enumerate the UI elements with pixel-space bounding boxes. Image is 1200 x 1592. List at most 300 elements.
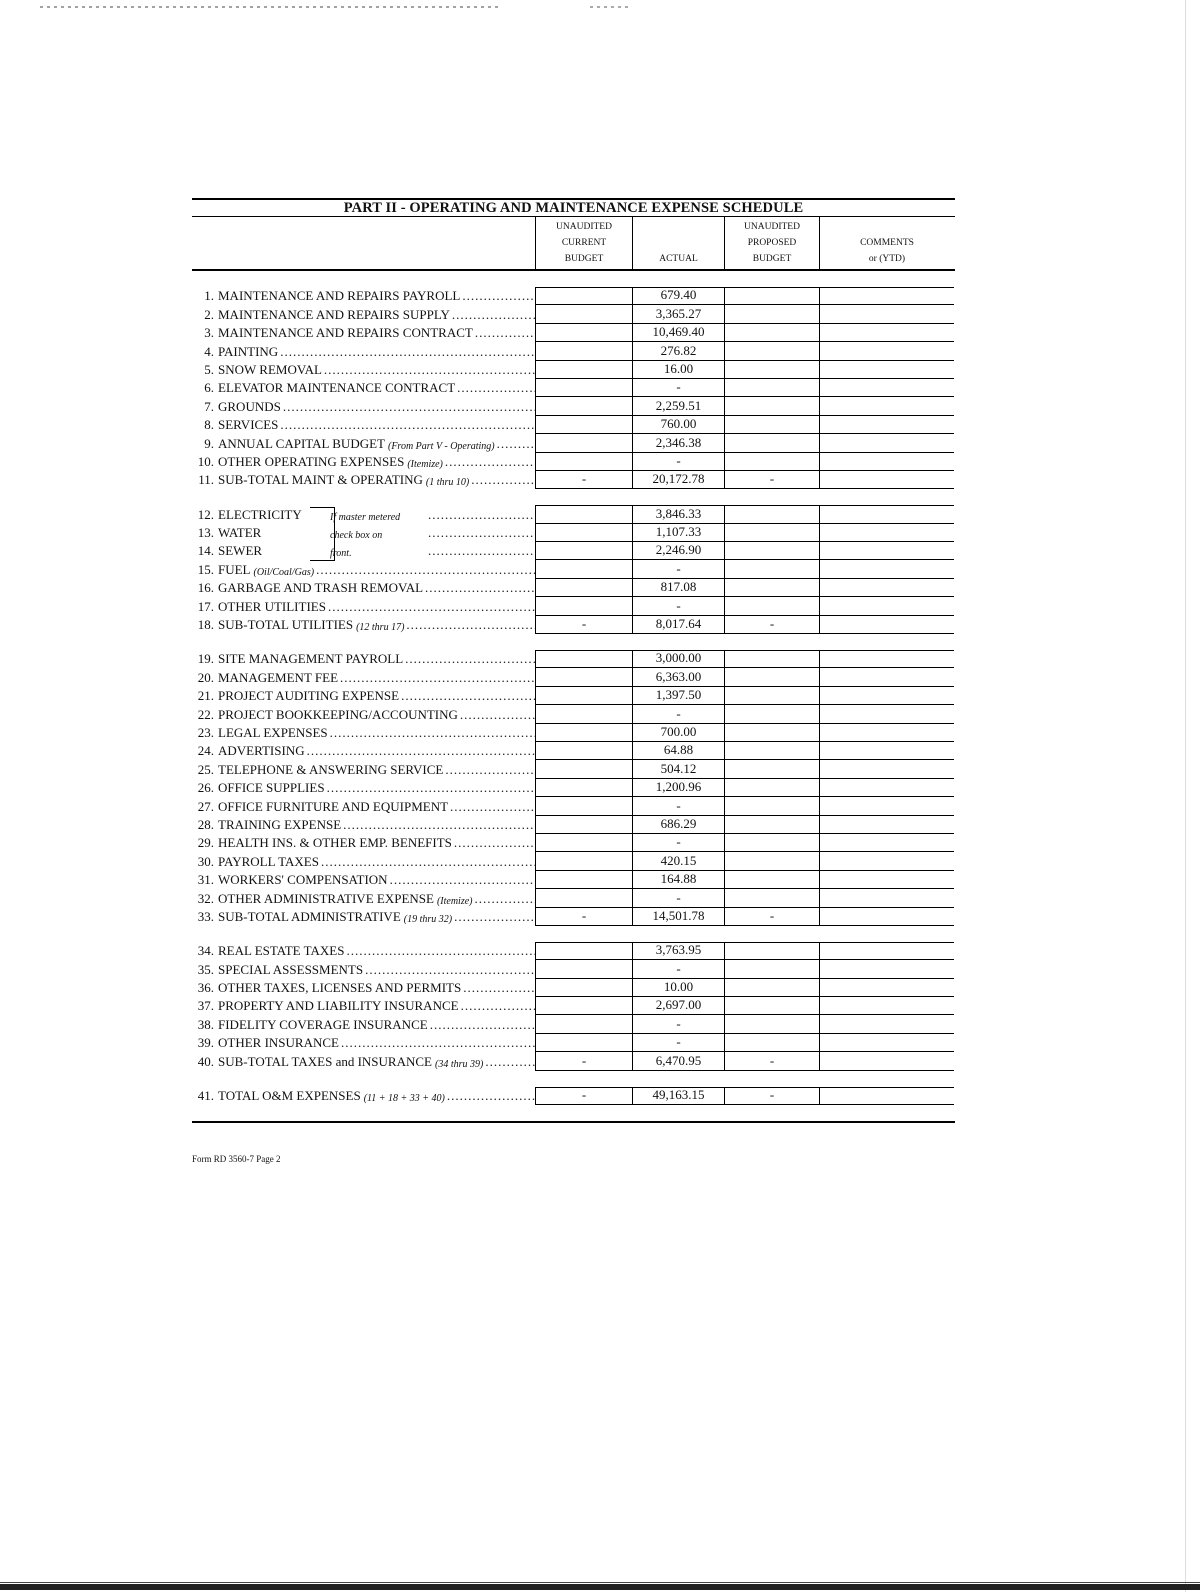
actual-cell[interactable]: 1,107.33 [633, 524, 725, 542]
proposed-budget-cell[interactable] [725, 960, 820, 978]
proposed-budget-cell[interactable]: - [725, 908, 820, 926]
actual-cell[interactable]: 3,365.27 [633, 305, 725, 323]
actual-cell[interactable]: 686.29 [633, 816, 725, 834]
proposed-budget-cell[interactable] [725, 979, 820, 997]
expense-line-row [192, 597, 955, 615]
proposed-budget-cell[interactable] [725, 379, 820, 397]
comments-cell[interactable] [820, 797, 954, 815]
proposed-budget-cell[interactable]: - [725, 1052, 820, 1070]
current-budget-cell[interactable]: - [535, 908, 633, 926]
current-budget-cell[interactable] [535, 305, 633, 323]
comments-cell[interactable] [820, 342, 954, 360]
current-budget-cell[interactable] [535, 579, 633, 597]
comments-cell[interactable] [820, 889, 954, 907]
line-label [192, 305, 535, 323]
expense-line-row [192, 650, 955, 668]
actual-cell[interactable]: 420.15 [633, 852, 725, 870]
comments-cell[interactable] [820, 742, 954, 760]
actual-cell[interactable]: - [633, 705, 725, 723]
line-description: GARBAGE AND TRASH REMOVAL [218, 580, 424, 596]
line-number: 5. [204, 361, 214, 377]
comments-cell[interactable] [820, 1034, 954, 1052]
expense-line-row [192, 471, 955, 489]
current-budget-cell[interactable] [535, 453, 633, 471]
proposed-budget-cell[interactable] [725, 560, 820, 578]
line-label [192, 852, 535, 870]
leader-dots [340, 670, 535, 686]
expense-line-row [192, 1087, 955, 1105]
utility-meter-note: front. [330, 548, 352, 560]
actual-cell[interactable]: 679.40 [633, 287, 725, 305]
leader-dots [475, 891, 536, 907]
current-budget-cell[interactable] [535, 287, 633, 305]
leader-dots [330, 725, 535, 741]
proposed-budget-cell[interactable] [725, 852, 820, 870]
header-text: ACTUAL [659, 254, 698, 264]
proposed-budget-cell[interactable] [725, 834, 820, 852]
line-number: 36. [197, 980, 214, 996]
expense-line-row [192, 834, 955, 852]
current-budget-cell[interactable] [535, 705, 633, 723]
comments-cell[interactable] [820, 597, 954, 615]
current-budget-cell[interactable] [535, 687, 633, 705]
expense-line-row [192, 979, 955, 997]
line-number: 9. [204, 435, 214, 451]
proposed-budget-cell[interactable] [725, 397, 820, 415]
proposed-budget-cell[interactable] [725, 416, 820, 434]
comments-cell[interactable] [820, 361, 954, 379]
section-spacer [192, 489, 955, 505]
comments-cell[interactable] [820, 579, 954, 597]
current-budget-cell[interactable] [535, 871, 633, 889]
current-budget-cell[interactable] [535, 379, 633, 397]
current-budget-cell[interactable] [535, 979, 633, 997]
leader-dots [406, 617, 535, 633]
comments-cell[interactable] [820, 397, 954, 415]
actual-cell[interactable]: 6,470.95 [633, 1052, 725, 1070]
leader-dots [463, 980, 535, 996]
actual-cell[interactable]: 276.82 [633, 342, 725, 360]
leader-dots [321, 854, 535, 870]
current-budget-cell[interactable]: - [535, 1052, 633, 1070]
line-number: 30. [197, 853, 214, 869]
leader-dots [497, 436, 535, 452]
proposed-budget-cell[interactable] [725, 797, 820, 815]
header-actual [633, 217, 725, 269]
leader-dots [452, 307, 535, 323]
line-description: MAINTENANCE AND REPAIRS CONTRACT [218, 325, 473, 341]
current-budget-cell[interactable] [535, 724, 633, 742]
actual-cell[interactable]: 817.08 [633, 579, 725, 597]
leader-dots [461, 998, 535, 1014]
current-budget-cell[interactable] [535, 397, 633, 415]
comments-cell[interactable] [820, 997, 954, 1015]
current-budget-cell[interactable] [535, 434, 633, 452]
current-budget-cell[interactable] [535, 1015, 633, 1033]
actual-cell[interactable]: 3,000.00 [633, 650, 725, 668]
line-note: (From Part V - Operating) [387, 440, 495, 452]
line-description: ADVERTISING [218, 743, 305, 759]
section-spacer [192, 1071, 955, 1087]
proposed-budget-cell[interactable] [725, 668, 820, 686]
expense-line-row [192, 305, 955, 323]
header-label-area [192, 217, 535, 269]
line-description: OTHER INSURANCE [218, 1035, 339, 1051]
leader-dots [454, 909, 535, 925]
comments-cell[interactable] [820, 760, 954, 778]
proposed-budget-cell[interactable] [725, 816, 820, 834]
expense-line-row [192, 1052, 955, 1070]
line-description: SERVICES [218, 417, 279, 433]
actual-cell[interactable]: 760.00 [633, 416, 725, 434]
leader-dots [430, 1017, 535, 1033]
line-note: (19 thru 32) [403, 913, 453, 925]
current-budget-cell[interactable] [535, 542, 633, 560]
line-number: 4. [204, 343, 214, 359]
actual-cell[interactable]: 2,346.38 [633, 434, 725, 452]
line-label [192, 597, 535, 615]
leader-dots [428, 543, 535, 559]
expense-line-row [192, 579, 955, 597]
comments-cell[interactable] [820, 834, 954, 852]
current-budget-cell[interactable] [535, 650, 633, 668]
header-text: COMMENTS [860, 238, 914, 248]
line-label [192, 287, 535, 305]
proposed-budget-cell[interactable] [725, 889, 820, 907]
comments-cell[interactable] [820, 287, 954, 305]
current-budget-cell[interactable] [535, 779, 633, 797]
expense-line-row [192, 379, 955, 397]
current-budget-cell[interactable] [535, 852, 633, 870]
current-budget-cell[interactable] [535, 889, 633, 907]
proposed-budget-cell[interactable] [725, 305, 820, 323]
line-label [192, 908, 535, 926]
line-note: (Itemize) [436, 895, 473, 907]
actual-cell[interactable]: 3,846.33 [633, 505, 725, 523]
comments-cell[interactable] [820, 779, 954, 797]
proposed-budget-cell[interactable]: - [725, 616, 820, 634]
line-number: 23. [197, 724, 214, 740]
comments-cell[interactable] [820, 705, 954, 723]
current-budget-cell[interactable] [535, 997, 633, 1015]
comments-cell[interactable] [820, 1052, 954, 1070]
utility-bracket [310, 507, 335, 561]
proposed-budget-cell[interactable] [725, 942, 820, 960]
proposed-budget-cell[interactable] [725, 324, 820, 342]
comments-cell[interactable] [820, 687, 954, 705]
leader-dots [485, 1054, 535, 1070]
current-budget-cell[interactable] [535, 942, 633, 960]
current-budget-cell[interactable] [535, 668, 633, 686]
comments-cell[interactable] [820, 471, 954, 489]
current-budget-cell[interactable] [535, 560, 633, 578]
line-number: 32. [197, 890, 214, 906]
line-label [192, 650, 535, 668]
proposed-budget-cell[interactable] [725, 724, 820, 742]
comments-cell[interactable] [820, 379, 954, 397]
expense-schedule-form [192, 198, 955, 1123]
line-number: 28. [197, 816, 214, 832]
expense-line-row [192, 908, 955, 926]
proposed-budget-cell[interactable] [725, 1034, 820, 1052]
expense-line-row [192, 852, 955, 870]
current-budget-cell[interactable] [535, 361, 633, 379]
line-label [192, 542, 535, 560]
line-number: 40. [197, 1053, 214, 1069]
expense-line-row [192, 361, 955, 379]
comments-cell[interactable] [820, 524, 954, 542]
line-label [192, 871, 535, 889]
line-number: 17. [197, 598, 214, 614]
expense-line-row [192, 542, 955, 560]
actual-cell[interactable]: 700.00 [633, 724, 725, 742]
expense-line-row [192, 705, 955, 723]
current-budget-cell[interactable]: - [535, 471, 633, 489]
actual-cell[interactable]: - [633, 560, 725, 578]
comments-cell[interactable] [820, 960, 954, 978]
leader-dots [328, 599, 535, 615]
actual-cell[interactable]: - [633, 453, 725, 471]
expense-line-row [192, 616, 955, 634]
line-label [192, 1015, 535, 1033]
comments-cell[interactable] [820, 979, 954, 997]
current-budget-cell[interactable]: - [535, 616, 633, 634]
line-description: GROUNDS [218, 398, 281, 414]
actual-cell[interactable]: - [633, 597, 725, 615]
line-number: 31. [197, 872, 214, 888]
comments-cell[interactable] [820, 668, 954, 686]
expense-line-row [192, 324, 955, 342]
line-description: ELEVATOR MAINTENANCE CONTRACT [218, 380, 456, 396]
actual-cell[interactable]: 164.88 [633, 871, 725, 889]
current-budget-cell[interactable] [535, 797, 633, 815]
actual-cell[interactable]: 14,501.78 [633, 908, 725, 926]
line-number: 10. [197, 453, 214, 469]
line-number: 15. [197, 561, 214, 577]
form-title: PART II - OPERATING AND MAINTENANCE EXPENSE SCHEDULE [192, 200, 955, 217]
actual-cell[interactable]: 2,697.00 [633, 997, 725, 1015]
comments-cell[interactable] [820, 816, 954, 834]
line-description: TELEPHONE & ANSWERING SERVICE [218, 761, 444, 777]
proposed-budget-cell[interactable] [725, 342, 820, 360]
proposed-budget-cell[interactable] [725, 361, 820, 379]
line-number: 7. [204, 398, 214, 414]
actual-cell[interactable]: 6,363.00 [633, 668, 725, 686]
line-number: 26. [197, 780, 214, 796]
expense-section [192, 505, 955, 634]
column-header-row [192, 217, 955, 271]
leader-dots [365, 962, 535, 978]
line-label [192, 797, 535, 815]
current-budget-cell[interactable] [535, 834, 633, 852]
section-spacer [192, 926, 955, 942]
leader-dots [280, 344, 535, 360]
proposed-budget-cell[interactable] [725, 871, 820, 889]
current-budget-cell[interactable] [535, 342, 633, 360]
expense-line-row [192, 505, 955, 523]
proposed-budget-cell[interactable] [725, 650, 820, 668]
line-label [192, 760, 535, 778]
comments-cell[interactable] [820, 942, 954, 960]
current-budget-cell[interactable] [535, 324, 633, 342]
expense-line-row [192, 1034, 955, 1052]
comments-cell[interactable] [820, 1087, 954, 1105]
proposed-budget-cell[interactable] [725, 1015, 820, 1033]
comments-cell[interactable] [820, 852, 954, 870]
actual-cell[interactable]: - [633, 379, 725, 397]
expense-line-row [192, 797, 955, 815]
header-current-budget [535, 217, 633, 269]
leader-dots [428, 507, 535, 523]
leader-dots [401, 688, 535, 704]
line-label [192, 560, 535, 578]
current-budget-cell[interactable] [535, 597, 633, 615]
line-label [192, 1034, 535, 1052]
line-description: PROJECT AUDITING EXPENSE [218, 688, 400, 704]
comments-cell[interactable] [820, 908, 954, 926]
actual-cell[interactable]: - [633, 1015, 725, 1033]
line-note: (Itemize) [407, 458, 443, 470]
actual-cell[interactable]: - [633, 889, 725, 907]
comments-cell[interactable] [820, 1015, 954, 1033]
current-budget-cell[interactable] [535, 816, 633, 834]
actual-cell[interactable]: 10,469.40 [633, 324, 725, 342]
line-label [192, 616, 535, 634]
proposed-budget-cell[interactable] [725, 779, 820, 797]
proposed-budget-cell[interactable] [725, 542, 820, 560]
actual-cell[interactable]: 64.88 [633, 742, 725, 760]
expense-line-row [192, 871, 955, 889]
current-budget-cell[interactable] [535, 760, 633, 778]
line-label [192, 361, 535, 379]
actual-cell[interactable]: 504.12 [633, 760, 725, 778]
line-description: SUB-TOTAL TAXES and INSURANCE [218, 1053, 432, 1069]
line-number: 16. [197, 580, 214, 596]
proposed-budget-cell[interactable] [725, 687, 820, 705]
proposed-budget-cell[interactable] [725, 505, 820, 523]
comments-cell[interactable] [820, 416, 954, 434]
line-label [192, 505, 535, 523]
leader-dots [343, 817, 535, 833]
line-description: OTHER ADMINISTRATIVE EXPENSE [218, 890, 434, 906]
header-text: UNAUDITED [744, 222, 800, 232]
line-number: 18. [197, 617, 214, 633]
expense-line-row [192, 760, 955, 778]
comments-cell[interactable] [820, 724, 954, 742]
utility-meter-note: If master metered [330, 511, 401, 523]
expense-section [192, 942, 955, 1071]
proposed-budget-cell[interactable] [725, 997, 820, 1015]
comments-cell[interactable] [820, 542, 954, 560]
actual-cell[interactable]: 2,246.90 [633, 542, 725, 560]
comments-cell[interactable] [820, 650, 954, 668]
expense-line-row [192, 342, 955, 360]
comments-cell[interactable] [820, 453, 954, 471]
comments-cell[interactable] [820, 616, 954, 634]
comments-cell[interactable] [820, 871, 954, 889]
line-label [192, 779, 535, 797]
expense-line-row [192, 889, 955, 907]
actual-cell[interactable]: 10.00 [633, 979, 725, 997]
line-description: TOTAL O&M EXPENSES [218, 1088, 361, 1104]
leader-dots [454, 835, 535, 851]
proposed-budget-cell[interactable] [725, 597, 820, 615]
actual-cell[interactable]: 2,259.51 [633, 397, 725, 415]
actual-cell[interactable]: 3,763.95 [633, 942, 725, 960]
comments-cell[interactable] [820, 324, 954, 342]
proposed-budget-cell[interactable] [725, 453, 820, 471]
leader-dots [327, 780, 535, 796]
comments-cell[interactable] [820, 560, 954, 578]
expense-line-row [192, 560, 955, 578]
actual-cell[interactable]: - [633, 1034, 725, 1052]
line-label [192, 742, 535, 760]
line-label [192, 960, 535, 978]
proposed-budget-cell[interactable]: - [725, 471, 820, 489]
current-budget-cell[interactable] [535, 524, 633, 542]
proposed-budget-cell[interactable] [725, 287, 820, 305]
line-description: SITE MANAGEMENT PAYROLL [218, 651, 404, 667]
line-label [192, 379, 535, 397]
line-number: 21. [197, 688, 214, 704]
line-number: 27. [197, 798, 214, 814]
line-note: (1 thru 10) [425, 477, 470, 489]
current-budget-cell[interactable] [535, 1034, 633, 1052]
current-budget-cell[interactable] [535, 742, 633, 760]
expense-line-row [192, 724, 955, 742]
current-budget-cell[interactable] [535, 416, 633, 434]
expense-line-row [192, 434, 955, 452]
current-budget-cell[interactable] [535, 960, 633, 978]
line-description: MANAGEMENT FEE [218, 669, 339, 685]
line-description: FIDELITY COVERAGE INSURANCE [218, 1016, 428, 1032]
actual-cell[interactable]: - [633, 797, 725, 815]
comments-cell[interactable] [820, 505, 954, 523]
line-description: PROPERTY AND LIABILITY INSURANCE [218, 998, 459, 1014]
comments-cell[interactable] [820, 434, 954, 452]
line-number: 2. [204, 306, 214, 322]
leader-dots [405, 651, 535, 667]
expense-line-row [192, 397, 955, 415]
line-label [192, 524, 535, 542]
proposed-budget-cell[interactable] [725, 579, 820, 597]
line-number: 20. [197, 669, 214, 685]
actual-cell[interactable]: 49,163.15 [633, 1087, 725, 1105]
current-budget-cell[interactable] [535, 505, 633, 523]
actual-cell[interactable]: 16.00 [633, 361, 725, 379]
line-description: MAINTENANCE AND REPAIRS SUPPLY [218, 306, 450, 322]
actual-cell[interactable]: 20,172.78 [633, 471, 725, 489]
proposed-budget-cell[interactable] [725, 524, 820, 542]
actual-cell[interactable]: 1,397.50 [633, 687, 725, 705]
current-budget-cell[interactable]: - [535, 1087, 633, 1105]
line-label [192, 942, 535, 960]
actual-cell[interactable]: 1,200.96 [633, 779, 725, 797]
actual-cell[interactable]: - [633, 834, 725, 852]
proposed-budget-cell[interactable]: - [725, 1087, 820, 1105]
actual-cell[interactable]: - [633, 960, 725, 978]
actual-cell[interactable]: 8,017.64 [633, 616, 725, 634]
proposed-budget-cell[interactable] [725, 742, 820, 760]
proposed-budget-cell[interactable] [725, 760, 820, 778]
proposed-budget-cell[interactable] [725, 705, 820, 723]
line-number: 11. [198, 472, 214, 488]
line-description: REAL ESTATE TAXES [218, 943, 345, 959]
proposed-budget-cell[interactable] [725, 434, 820, 452]
comments-cell[interactable] [820, 305, 954, 323]
line-description: PAINTING [218, 343, 279, 359]
expense-section [192, 650, 955, 926]
